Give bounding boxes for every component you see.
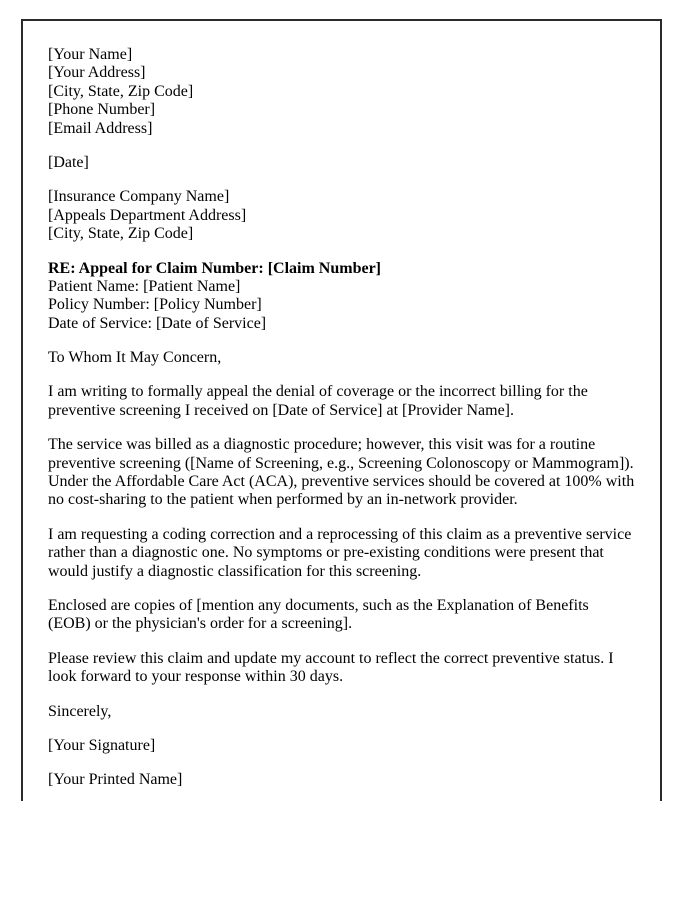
body-paragraph-request: I am requesting a coding correction and a reprocessing of this claim as a preventive service rather than a diagnostic one. No symptoms or pre-existing conditions were present that would justify a diagnostic classification for this screening. [48,525,632,580]
subject-date-of-service-line: Date of Service: [Date of Service] [48,314,267,332]
closing: Sincerely, [48,702,112,720]
recipient-company-line: [Insurance Company Name] [48,188,230,206]
body-paragraph-enclosures: Enclosed are copies of [mention any documents, such as the Explanation of Benefits (EOB) or the physician's order for a screening]. [48,596,589,633]
sender-address-line: [Your Address] [48,64,146,82]
date-line: [Date] [48,153,89,171]
sender-name-line: [Your Name] [48,46,133,63]
recipient-department-line: [Appeals Department Address] [48,206,247,224]
subject-policy-number-line: Policy Number: [Policy Number] [48,296,262,314]
sender-phone-line: [Phone Number] [48,101,156,119]
recipient-address-block [48,188,635,243]
body-paragraph-review-request: Please review this claim and update my account to reflect the correct preventive status. I look forward to your response within 30 days. [48,649,614,686]
subject-re-line: RE: Appeal for Claim Number: [Claim Number] [48,259,382,277]
signature-placeholder: [Your Signature] [48,736,156,754]
sender-email-line: [Email Address] [48,119,153,137]
body-paragraph-appeal: I am writing to formally appeal the denial of coverage or the incorrect billing for the preventive screening I received on [Date of Service] at [Provider Name]. [48,383,588,419]
subject-block [48,260,635,334]
body-paragraph-billing-explanation: The service was billed as a diagnostic procedure; however, this visit was for a routine preventive screening ([Name of Screening, e.g., Screening Colonoscopy or Mammogram]). Under the Affordable Care Act (ACA), preventive services should be covered at 100% with no cost-sharing to the patient when performed by an in-network provider. [48,436,635,509]
letter-page-frame [21,19,662,801]
date-block [48,154,635,172]
printed-name-placeholder: [Your Printed Name] [48,771,183,789]
subject-patient-name-line: Patient Name: [Patient Name] [48,277,241,295]
sender-city-state-zip-line: [City, State, Zip Code] [48,82,194,100]
recipient-city-state-zip-line: [City, State, Zip Code] [48,225,194,243]
sender-address-block [48,46,635,138]
salutation: To Whom It May Concern, [48,349,222,367]
